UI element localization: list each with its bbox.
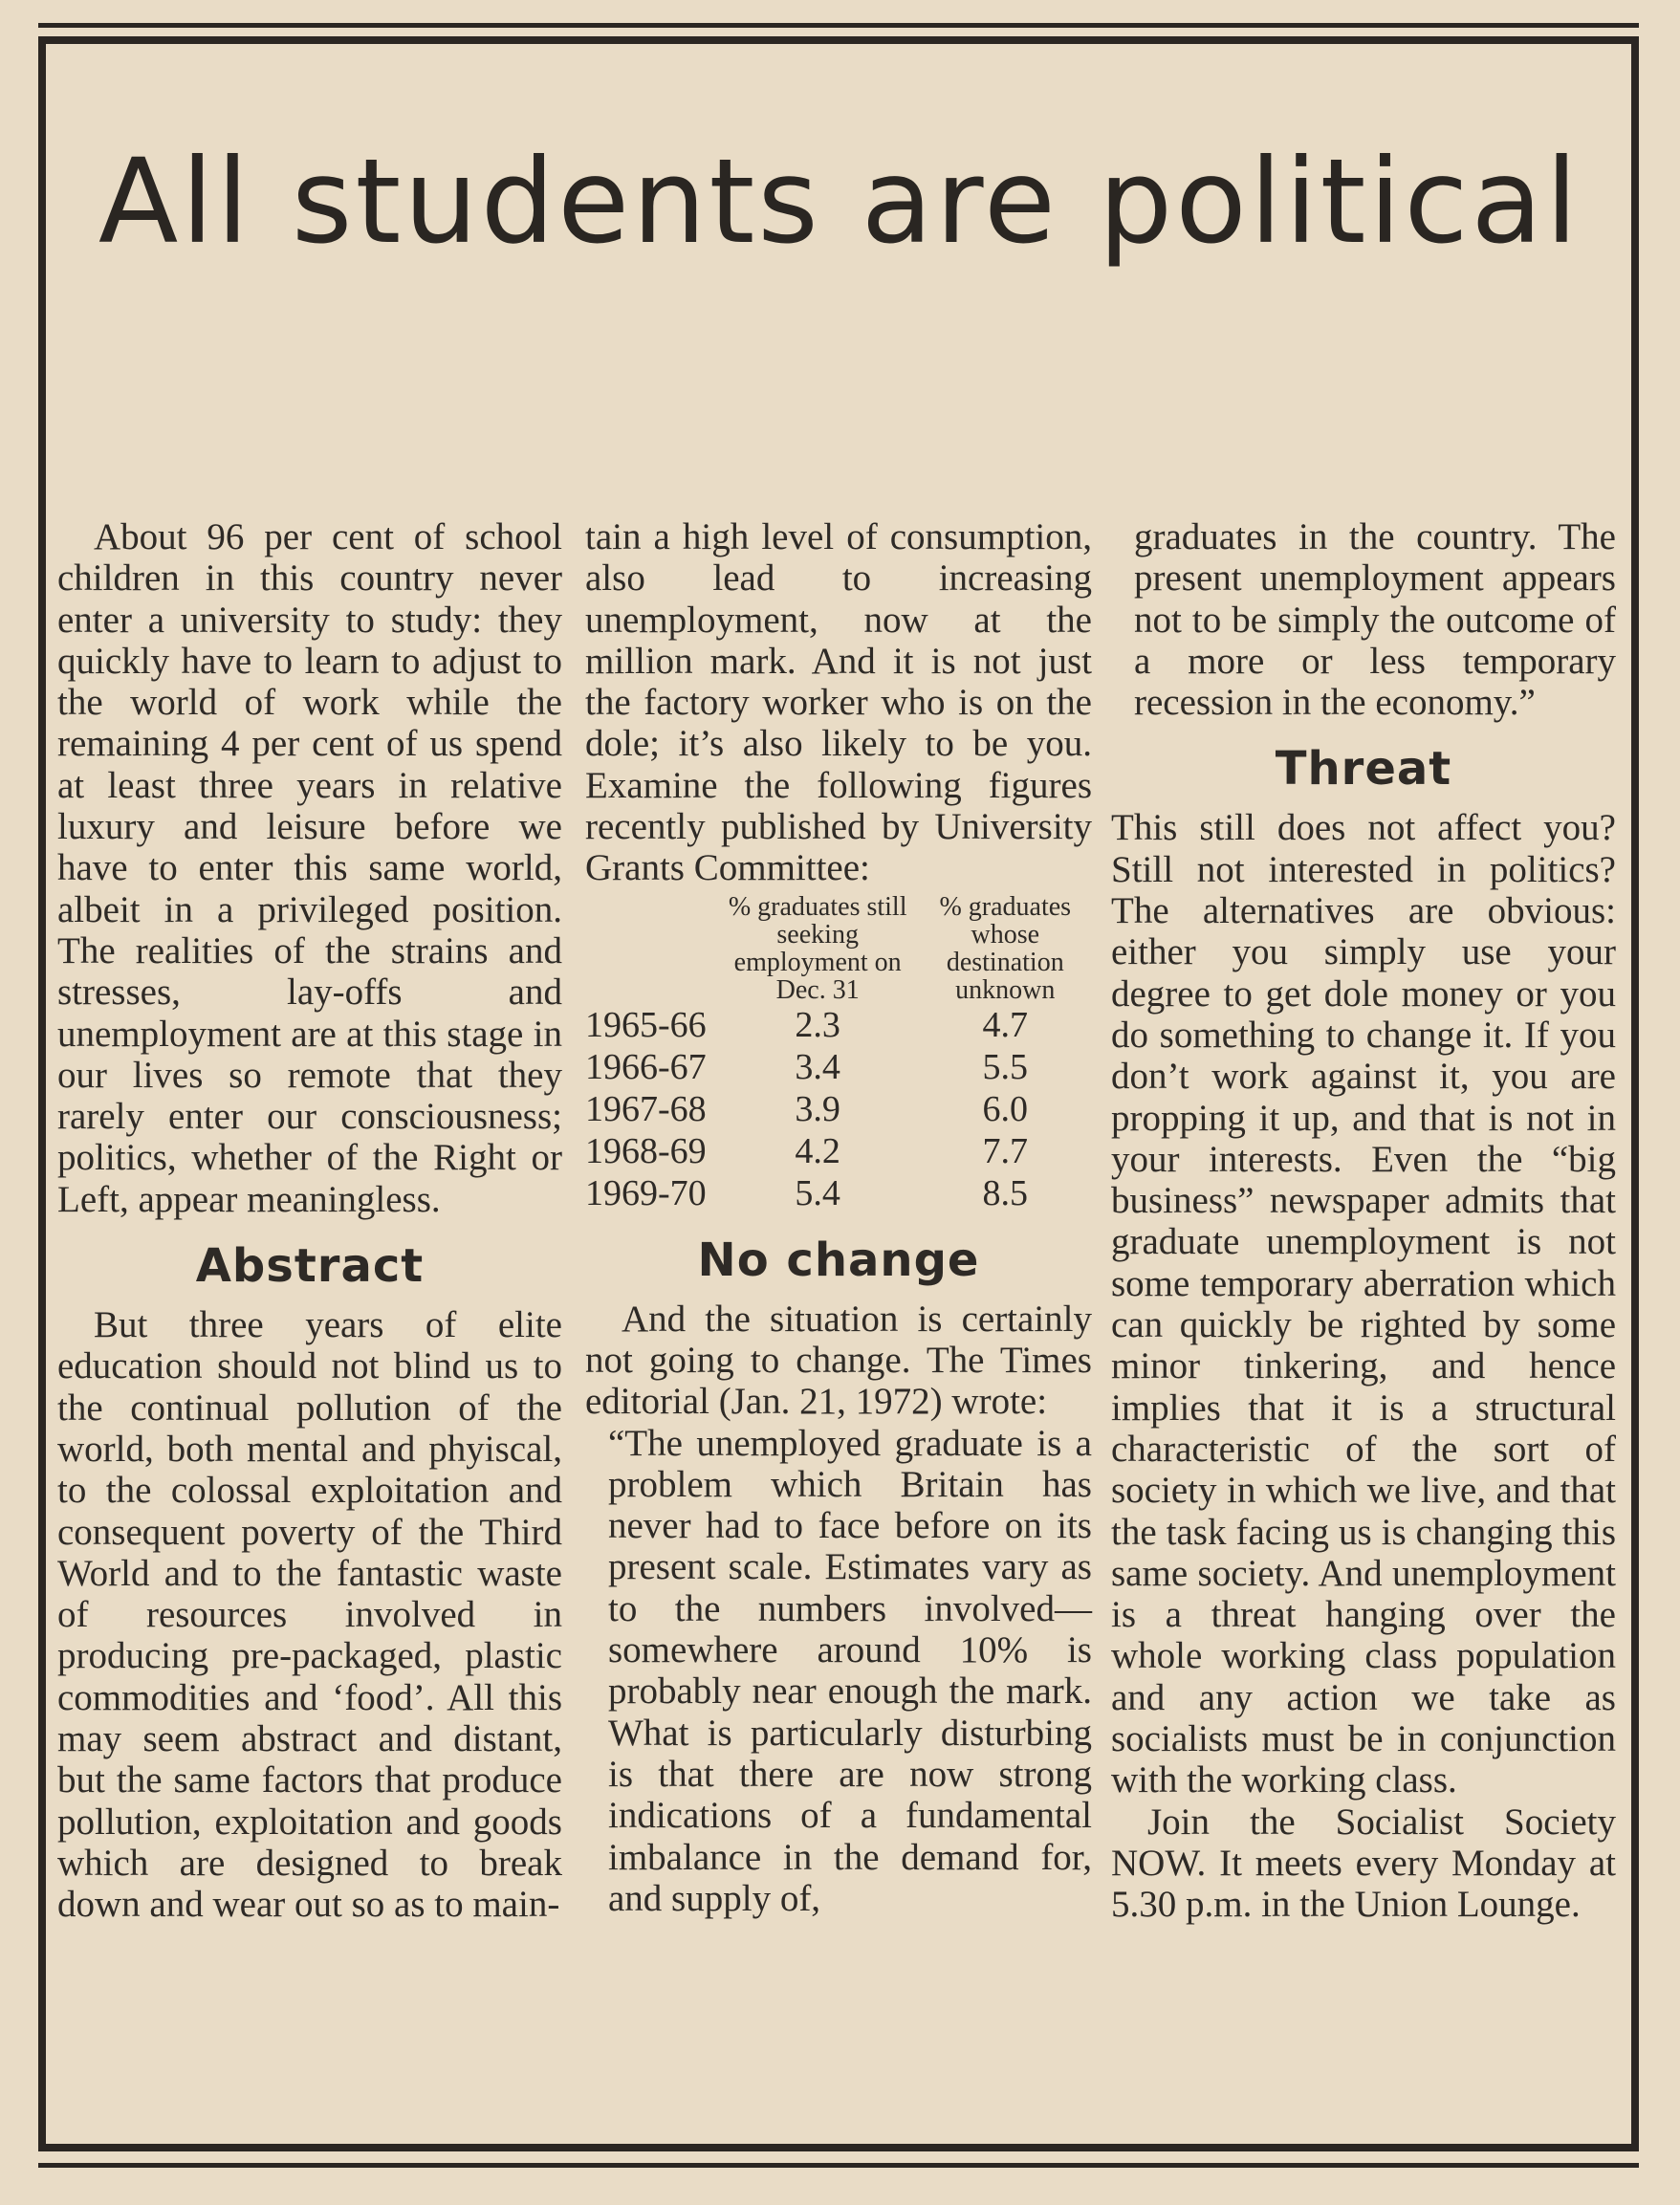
abstract-paragraph: But three years of elite education should not blind us to the continual pollution of the world, both mental and phyiscal, to the colossal exploitation and consequent poverty of the Third World and to the fantastic waste of resources involved in producing pre-packaged, plastic commodities and ‘food’. All this may seem abstract and distant, but the same factors that produce pollution, exploitation and goods which are designed to break down and wear out so as to main- — [57, 1304, 562, 1926]
subhead-no-change: No change — [697, 1233, 980, 1287]
continued-paragraph: tain a high level of consumption, also lead to increasing unemployment, now at the million mark. And it is not just the factory worker who is on the dole; it’s also likely to be you. Examine the following figures recently published by University Grants Committee: — [585, 516, 1092, 889]
table-header-unknown: % graduates whose destination unknown — [939, 891, 1072, 1005]
table-cell: 3.4 — [795, 1046, 840, 1087]
headline: All students are political — [98, 134, 1582, 270]
table-cell: 1969-70 — [585, 1172, 707, 1213]
table-cell: 6.0 — [982, 1088, 1029, 1129]
statistics-table — [585, 893, 1092, 1214]
column-1 — [57, 516, 562, 1926]
intro-paragraph: About 96 per cent of school children in this country never enter a university to study: they quickly have to learn to adjust to the world of work while the remaining 4 per cent of us spend at least three years in relative luxury and leisure before we have to enter this same world, albeit in a privileged position. The realities of the strains and stresses, lay-offs and unemployment are at this stage in our lives so remote that they rarely enter our consciousness; politics, whether of the Right or Left, appear meaningless. — [57, 516, 562, 1220]
subhead-threat: Threat — [1275, 742, 1452, 797]
table-cell: 1968-69 — [585, 1130, 707, 1171]
table-cell: 2.3 — [795, 1004, 840, 1045]
table-cell: 1966-67 — [585, 1046, 707, 1087]
table-row — [585, 1004, 1092, 1046]
table-row — [585, 1088, 1092, 1130]
table-cell: 4.2 — [795, 1130, 840, 1171]
table-row — [585, 1130, 1092, 1172]
table-header-year — [585, 893, 717, 1004]
table-header-row — [585, 893, 1092, 1004]
table-cell: 5.5 — [982, 1046, 1029, 1087]
table-cell: 1965-66 — [585, 1004, 707, 1045]
table-row — [585, 1046, 1092, 1088]
no-change-paragraph: And the situation is certainly not going to change. The Times editorial (Jan. 21, 1972) wrote: — [585, 1298, 1092, 1423]
top-rule — [38, 23, 1639, 28]
table-header-seeking: % graduates still seeking employment on Dec. 31 — [728, 891, 907, 1005]
table-cell: 4.7 — [982, 1004, 1029, 1045]
column-3 — [1111, 516, 1616, 1926]
threat-paragraph: This still does not affect you? Still not interested in politics? The alternatives are obvious: either you simply use your degree to get dole money or you do something to change it. If you don’t work against it, you are propping it up, and that is not in your interests. Even the “big business” newspaper admits that graduate unemployment is not some temporary aberration which can quickly be righted by some minor tinkering, and hence implies that it is a structural characteristic of the sort of society in which we live, and that the task facing us is changing this same society. And unemployment is a threat hanging over the whole working class population and any action we take as socialists must be in conjunction with the working class. — [1111, 807, 1616, 1801]
join-paragraph: Join the Socialist Society NOW. It meets every Monday at 5.30 p.m. in the Union Lounge. — [1111, 1801, 1616, 1926]
quote-continued: graduates in the country. The present unemployment appears not to be simply the outcome of a more or less temporary recession in the economy.” — [1134, 516, 1616, 724]
times-quote: “The unemployed graduate is a problem which Britain has never had to face before on its present scale. Estimates vary as to the numbers involved—somewhere around 10% is probably near enough the mark. What is particularly disturbing is that there are now strong indications of a fundamental imbalance in the demand for, and supply of, — [608, 1422, 1092, 1919]
table-cell: 7.7 — [982, 1130, 1029, 1171]
bottom-rule — [38, 2163, 1639, 2168]
table-cell: 8.5 — [982, 1172, 1029, 1213]
column-2 — [585, 516, 1092, 1919]
table-cell: 5.4 — [795, 1172, 840, 1213]
table-row — [585, 1172, 1092, 1214]
table-cell: 3.9 — [795, 1088, 840, 1129]
subhead-abstract: Abstract — [195, 1239, 425, 1294]
table-cell: 1967-68 — [585, 1088, 707, 1129]
